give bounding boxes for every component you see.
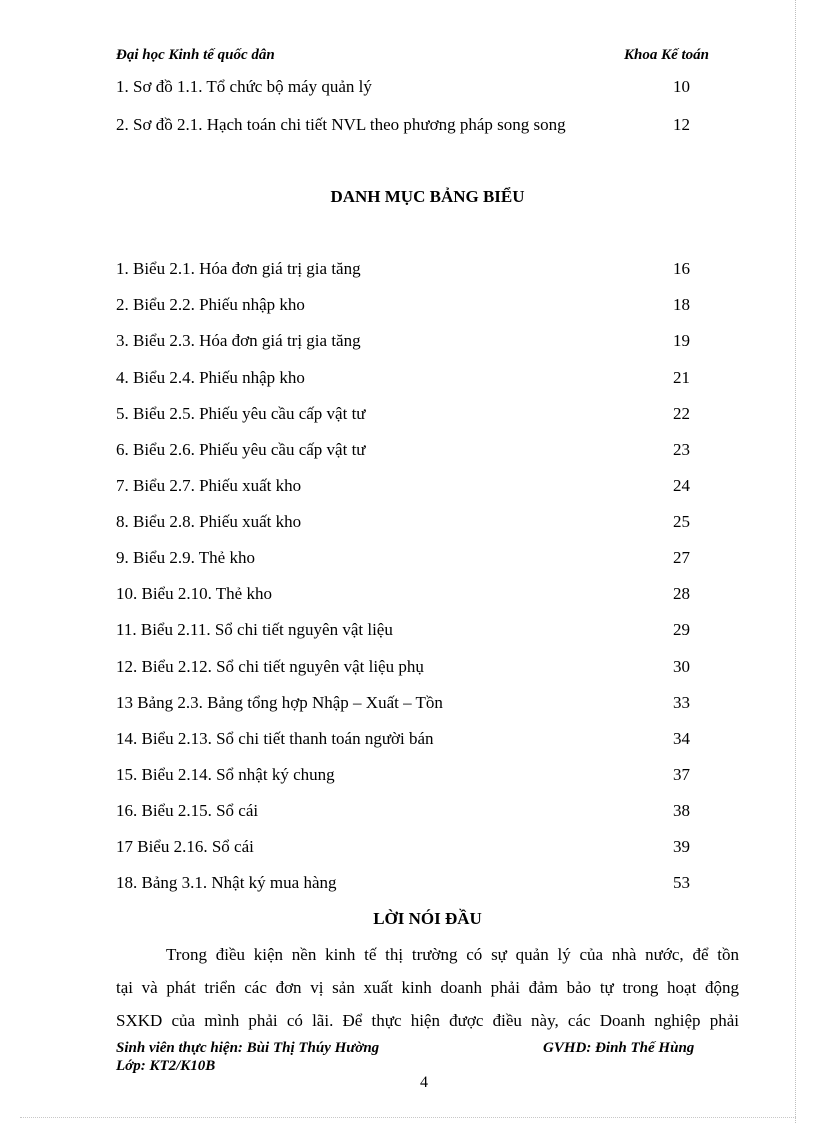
table-list-item — [116, 871, 716, 895]
page-number: 4 — [420, 1074, 428, 1091]
table-list-item-page: 27 — [673, 548, 690, 567]
header-department: Khoa Kế toán — [623, 47, 709, 63]
table-list-item-page: 39 — [673, 837, 690, 856]
footer-student: Sinh viên thực hiện: Bùi Thị Thúy Hường — [116, 1040, 380, 1056]
table-list-item-page: 16 — [673, 259, 690, 278]
table-list-item — [116, 727, 716, 751]
table-list-item-page: 22 — [673, 404, 690, 423]
table-list-item-label: 12. Biểu 2.12. Sổ chi tiết nguyên vật liệu phụ — [116, 657, 424, 676]
table-list-item — [116, 257, 716, 281]
table-list-item — [116, 691, 716, 715]
table-list-item-page: 37 — [673, 765, 690, 784]
table-list-item-label: 10. Biểu 2.10. Thẻ kho — [116, 584, 272, 603]
table-list-item-page: 28 — [673, 584, 690, 603]
intro-line: tại và phát triển các đơn vị sản xuất kinh doanh phải đảm bảo tự trong hoạt động — [116, 978, 739, 997]
table-list-item-page: 33 — [673, 693, 690, 712]
diagram-item — [116, 113, 716, 137]
table-list-item-page: 25 — [673, 512, 690, 531]
table-list-item-page: 19 — [673, 331, 690, 350]
table-list-item — [116, 835, 716, 859]
diagram-item — [116, 75, 716, 99]
diagram-item-page: 12 — [673, 115, 690, 134]
table-list-item-label: 9. Biểu 2.9. Thẻ kho — [116, 548, 255, 567]
table-list-item-label: 4. Biểu 2.4. Phiếu nhập kho — [116, 368, 305, 387]
table-list-item — [116, 402, 716, 426]
diagram-item-page: 10 — [673, 77, 690, 96]
table-list-item-label: 13 Bảng 2.3. Bảng tổng hợp Nhập – Xuất – Tồn — [116, 693, 443, 712]
intro-line: Trong điều kiện nền kinh tế thị trường có sự quản lý của nhà nước, để tồn — [166, 945, 739, 964]
table-list-item-label: 3. Biểu 2.3. Hóa đơn giá trị gia tăng — [116, 331, 361, 350]
diagram-item-label: 1. Sơ đồ 1.1. Tổ chức bộ máy quản lý — [116, 77, 372, 96]
table-list-item-page: 30 — [673, 657, 690, 676]
table-list-item-label: 5. Biểu 2.5. Phiếu yêu cầu cấp vật tư — [116, 404, 366, 423]
page-border-right — [795, 0, 798, 1123]
table-list-item-label: 15. Biểu 2.14. Sổ nhật ký chung — [116, 765, 335, 784]
intro-line: SXKD của mình phải có lãi. Để thực hiện được điều này, các Doanh nghiệp phải — [116, 1011, 739, 1030]
page-border-bottom — [20, 1117, 796, 1119]
table-list-item-label: 18. Bảng 3.1. Nhật ký mua hàng — [116, 873, 337, 892]
header-university: Đại học Kinh tế quốc dân — [116, 47, 275, 63]
table-list-item-label: 2. Biểu 2.2. Phiếu nhập kho — [116, 295, 305, 314]
table-list-item — [116, 510, 716, 534]
table-list-title: DANH MỤC BẢNG BIỂU — [330, 187, 525, 206]
table-list-item-label: 8. Biểu 2.8. Phiếu xuất kho — [116, 512, 302, 531]
table-list-item — [116, 655, 716, 679]
table-list-item-page: 53 — [673, 873, 690, 892]
intro-title: LỜI NÓI ĐẦU — [373, 909, 482, 928]
diagram-item-label: 2. Sơ đồ 2.1. Hạch toán chi tiết NVL theo phương pháp song song — [116, 115, 566, 134]
table-list-item — [116, 582, 716, 606]
footer-class: Lớp: KT2/K10B — [116, 1058, 216, 1074]
intro-paragraph — [116, 938, 739, 1037]
table-list-item-label: 11. Biểu 2.11. Sổ chi tiết nguyên vật liệu — [116, 620, 393, 639]
table-list-item-page: 38 — [673, 801, 690, 820]
table-list-item — [116, 366, 716, 390]
table-list-item-page: 21 — [673, 368, 690, 387]
table-list-item — [116, 546, 716, 570]
table-list-item-page: 29 — [673, 620, 690, 639]
table-list-item — [116, 474, 716, 498]
table-list-item-page: 24 — [673, 476, 690, 495]
footer-advisor: GVHD: Đinh Thế Hùng — [543, 1040, 695, 1056]
table-list-item-page: 23 — [673, 440, 690, 459]
table-list-item-label: 7. Biểu 2.7. Phiếu xuất kho — [116, 476, 302, 495]
table-list-item — [116, 293, 716, 317]
table-list-item-page: 18 — [673, 295, 690, 314]
table-list-item — [116, 799, 716, 823]
table-list-item — [116, 618, 716, 642]
table-list-item — [116, 763, 716, 787]
table-list-item — [116, 329, 716, 353]
table-list-item-label: 17 Biểu 2.16. Sổ cái — [116, 837, 254, 856]
table-list-item-label: 6. Biểu 2.6. Phiếu yêu cầu cấp vật tư — [116, 440, 366, 459]
table-list-item-label: 14. Biểu 2.13. Sổ chi tiết thanh toán người bán — [116, 729, 434, 748]
table-list-item-label: 1. Biểu 2.1. Hóa đơn giá trị gia tăng — [116, 259, 361, 278]
table-list-item — [116, 438, 716, 462]
table-list-item-page: 34 — [673, 729, 690, 748]
table-list-item-label: 16. Biểu 2.15. Sổ cái — [116, 801, 259, 820]
